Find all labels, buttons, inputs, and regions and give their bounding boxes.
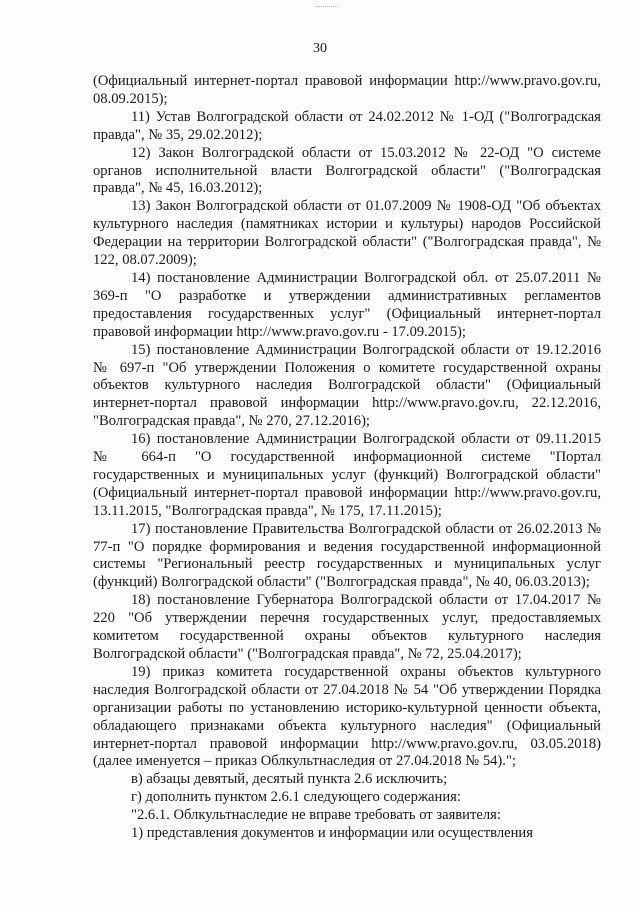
- paragraph-14: 1) представления документов и информации или осуществления: [131, 825, 533, 842]
- document-body: [93, 73, 601, 843]
- paragraph-1: (Официальный интернет-портал правовой информации http://www.pravo.gov.ru, 08.09.2015);: [93, 73, 601, 107]
- paragraph-9: 18) постановление Губернатора Волгоградской области от 17.04.2017 № 220 "Об утверждении перечня государственных услуг, предоставляемых комитетом государственной охраны объектов культурного наследия Волгоградской области" ("Волгоградская правда", № 72, 25.04.2017);: [93, 592, 601, 662]
- paragraph-11: в) абзацы девятый, десятый пункта 2.6 исключить;: [131, 771, 448, 788]
- paragraph-12: г) дополнить пунктом 2.6.1 следующего содержания:: [131, 789, 461, 806]
- page-number: 30: [313, 41, 327, 56]
- paragraph-3: 12) Закон Волгоградской области от 15.03.2012 № 22-ОД "О системе органов исполнительной власти Волгоградской области" ("Волгоградская правда", № 45, 16.03.2012);: [93, 144, 601, 197]
- paragraph-4: 13) Закон Волгоградской области от 01.07.2009 № 1908-ОД "Об объектах культурного наследия (памятниках истории и культуры) народов Российской Федерации на территории Волгоградской области" ("Волгоградская правда", № 122, 08.07.2009);: [93, 198, 601, 269]
- scan-artifact: [316, 6, 338, 9]
- paragraph-13: "2.6.1. Облкультнаследие не вправе требовать от заявителя:: [131, 807, 501, 824]
- paragraph-5: 14) постановление Администрации Волгоградской обл. от 25.07.2011 № 369-п "О разработке и утверждении административных регламентов предоставления государственных услуг" (Официальный интернет-портал правовой информации http://www.pravo.gov.ru - 17.09.2015);: [93, 269, 601, 340]
- paragraph-8: 17) постановление Правительства Волгоградской области от 26.02.2013 № 77-п "О порядке формирования и ведения государственной информационной системы "Региональный реестр государственных и муниципальных услуг (функций) Волгоградской области" ("Волгоградская правда", № 40, 06.03.2013);: [93, 520, 601, 591]
- paragraph-7: 16) постановление Администрации Волгоградской области от 09.11.2015 № 664-п "О государственной информационной системе "Портал государственных и муниципальных услуг (функций) Волгоградской области" (Официальный интернет-портал правовой информации http://www.pravo.gov.ru, 13.11.2015, "Волгоградская правда", № 175, 17.11.2015);: [93, 431, 601, 519]
- paragraph-2: 11) Устав Волгоградской области от 24.02.2012 № 1-ОД ("Волгоградская правда", № 35, 29.02.2012);: [93, 108, 601, 143]
- paragraph-10: 19) приказ комитета государственной охраны объектов культурного наследия Волгоградской области от 27.04.2018 № 54 "Об утверждении Порядка организации работы по установлению историко-культурной ценности объекта, обладающего признаками объекта культурного наследия" (Официальный интернет-портал правовой информации http://www.pravo.gov.ru, 03.05.2018) (далее именуется – приказ Облкультнаследия от 27.04.2018 № 54).";: [93, 663, 601, 770]
- paragraph-6: 15) постановление Администрации Волгоградской области от 19.12.2016 № 697-п "Об утверждении Положения о комитете государственной охраны объектов культурного наследия Волгоградской области" (Официальный интернет-портал правовой информации http://www.pravo.gov.ru, 22.12.2016, "Волгоградская правда", № 270, 27.12.2016);: [93, 341, 601, 430]
